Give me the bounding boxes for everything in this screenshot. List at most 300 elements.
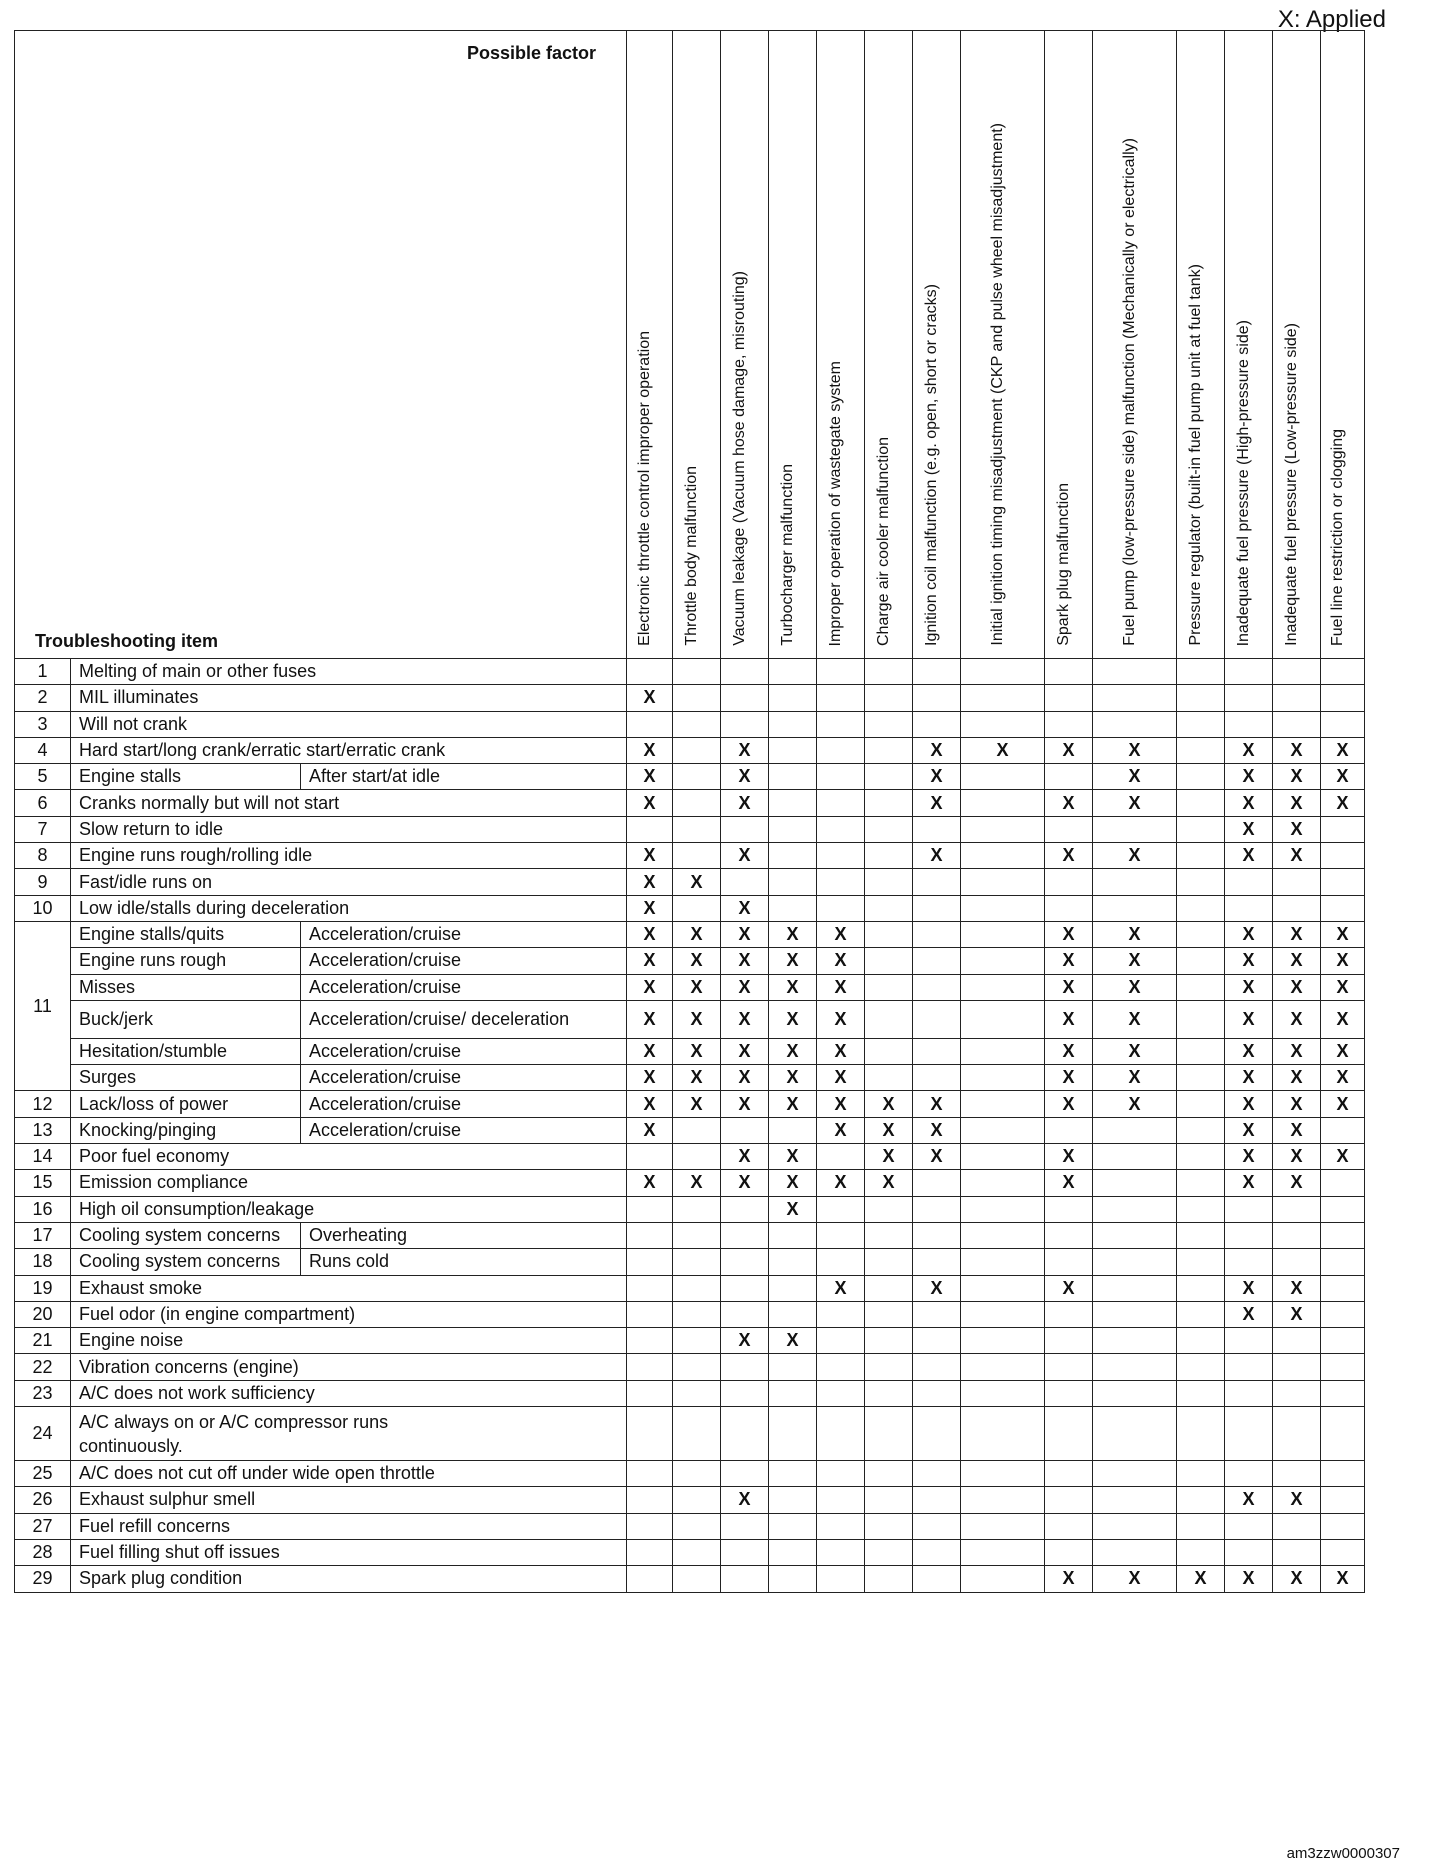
table-row xyxy=(15,1144,1365,1170)
factor-cell xyxy=(1045,869,1093,895)
applied-mark: X xyxy=(690,976,703,997)
applied-mark: X xyxy=(738,1067,751,1088)
factor-cell xyxy=(865,659,913,685)
factor-cell xyxy=(673,1407,721,1461)
applied-mark: X xyxy=(738,1093,751,1114)
factor-cell xyxy=(865,1487,913,1513)
applied-mark: X xyxy=(738,1489,751,1510)
factor-cell xyxy=(1225,1222,1273,1248)
applied-mark: X xyxy=(1290,1489,1303,1510)
applied-mark: X xyxy=(643,1067,656,1088)
factor-cell xyxy=(865,1328,913,1354)
factor-cell xyxy=(1273,1038,1321,1064)
applied-mark: X xyxy=(930,740,943,761)
factor-cell xyxy=(817,790,865,816)
applied-mark: X xyxy=(834,1008,847,1029)
factor-cell xyxy=(1045,1222,1093,1248)
factor-cell xyxy=(769,1407,817,1461)
factor-cell xyxy=(961,1249,1045,1275)
factor-cell xyxy=(1177,1144,1225,1170)
factor-cell xyxy=(1273,1196,1321,1222)
factor-cell xyxy=(1045,1170,1093,1196)
factor-cell xyxy=(1225,1038,1273,1064)
factor-cell xyxy=(721,1275,769,1301)
factor-cell xyxy=(769,1354,817,1380)
factor-header-9 xyxy=(1045,31,1093,659)
factor-cell xyxy=(817,1539,865,1565)
factor-cell xyxy=(961,869,1045,895)
factor-cell xyxy=(1273,1065,1321,1091)
factor-cell xyxy=(1273,869,1321,895)
table-row xyxy=(15,1539,1365,1565)
applied-mark: X xyxy=(643,1008,656,1029)
factor-cell xyxy=(627,1380,673,1406)
factor-cell xyxy=(913,685,961,711)
applied-mark: X xyxy=(1062,1277,1075,1298)
factor-cell xyxy=(817,685,865,711)
factor-cell xyxy=(769,921,817,947)
factor-cell xyxy=(961,1117,1045,1143)
factor-cell xyxy=(1225,1091,1273,1117)
factor-cell xyxy=(1225,1170,1273,1196)
factor-cell xyxy=(1321,1354,1365,1380)
factor-cell xyxy=(1321,1407,1365,1461)
row-number: 22 xyxy=(15,1354,71,1380)
applied-mark: X xyxy=(834,1067,847,1088)
table-row xyxy=(15,1000,1365,1038)
factor-cell xyxy=(627,1539,673,1565)
applied-mark: X xyxy=(1194,1568,1207,1589)
factor-cell xyxy=(1177,1065,1225,1091)
factor-cell xyxy=(913,1539,961,1565)
factor-cell xyxy=(1045,895,1093,921)
condition-cell: After start/at idle xyxy=(301,764,627,790)
factor-cell xyxy=(1177,1487,1225,1513)
factor-cell xyxy=(721,1487,769,1513)
factor-cell xyxy=(913,1461,961,1487)
factor-cell xyxy=(1093,948,1177,974)
factor-cell xyxy=(817,974,865,1000)
troubleshooting-item: MIL illuminates xyxy=(71,685,627,711)
applied-mark: X xyxy=(930,845,943,866)
factor-cell xyxy=(913,1513,961,1539)
factor-cell xyxy=(961,1539,1045,1565)
factor-cell xyxy=(961,1380,1045,1406)
troubleshooting-item: Vibration concerns (engine) xyxy=(71,1354,627,1380)
factor-cell xyxy=(769,869,817,895)
factor-header-10 xyxy=(1093,31,1177,659)
factor-cell xyxy=(627,974,673,1000)
factor-cell xyxy=(673,1222,721,1248)
factor-cell xyxy=(1045,659,1093,685)
factor-cell xyxy=(721,843,769,869)
table-row xyxy=(15,1065,1365,1091)
factor-cell xyxy=(865,816,913,842)
factor-cell xyxy=(913,1249,961,1275)
factor-label: Improper operation of wastegate system xyxy=(826,360,844,646)
factor-cell xyxy=(673,711,721,737)
applied-mark: X xyxy=(643,687,656,708)
table-row xyxy=(15,659,1365,685)
factor-cell xyxy=(1045,948,1093,974)
applied-mark: X xyxy=(786,1008,799,1029)
factor-cell xyxy=(1093,711,1177,737)
factor-cell xyxy=(817,1461,865,1487)
troubleshooting-item: Cranks normally but will not start xyxy=(71,790,627,816)
applied-mark: X xyxy=(1336,1067,1349,1088)
factor-cell xyxy=(1321,974,1365,1000)
factor-cell xyxy=(721,764,769,790)
factor-cell xyxy=(1045,1117,1093,1143)
applied-mark: X xyxy=(882,1172,895,1193)
applied-mark: X xyxy=(786,924,799,945)
factor-cell xyxy=(1321,1065,1365,1091)
factor-cell xyxy=(817,711,865,737)
troubleshooting-item: Engine stalls/quits xyxy=(71,921,301,947)
applied-mark: X xyxy=(834,1093,847,1114)
factor-cell xyxy=(1045,1144,1093,1170)
factor-cell xyxy=(1225,711,1273,737)
factor-cell xyxy=(817,1328,865,1354)
applied-mark: X xyxy=(930,766,943,787)
row-number: 18 xyxy=(15,1249,71,1275)
factor-cell xyxy=(1177,1000,1225,1038)
factor-cell xyxy=(961,1461,1045,1487)
applied-mark: X xyxy=(1336,792,1349,813)
factor-cell xyxy=(721,1461,769,1487)
factor-cell xyxy=(769,1091,817,1117)
factor-cell xyxy=(721,1196,769,1222)
factor-cell xyxy=(721,1000,769,1038)
applied-mark: X xyxy=(1290,845,1303,866)
factor-cell xyxy=(673,1301,721,1327)
factor-cell xyxy=(1093,1222,1177,1248)
factor-header-14 xyxy=(1321,31,1365,659)
factor-cell xyxy=(961,1170,1045,1196)
factor-cell xyxy=(865,869,913,895)
applied-mark: X xyxy=(1062,740,1075,761)
factor-cell xyxy=(1093,1513,1177,1539)
applied-mark: X xyxy=(1128,924,1141,945)
factor-cell xyxy=(769,1222,817,1248)
applied-mark: X xyxy=(1336,740,1349,761)
factor-cell xyxy=(1273,1539,1321,1565)
factor-cell xyxy=(769,790,817,816)
applied-mark: X xyxy=(1336,766,1349,787)
applied-mark: X xyxy=(786,1198,799,1219)
factor-cell xyxy=(1225,843,1273,869)
applied-mark: X xyxy=(1290,950,1303,971)
applied-mark: X xyxy=(1128,766,1141,787)
factor-cell xyxy=(769,816,817,842)
possible-factor-heading: Possible factor xyxy=(466,43,597,63)
factor-cell xyxy=(769,1065,817,1091)
factor-cell xyxy=(1045,685,1093,711)
applied-mark: X xyxy=(738,766,751,787)
factor-cell xyxy=(817,1000,865,1038)
applied-mark: X xyxy=(786,1093,799,1114)
factor-cell xyxy=(627,1566,673,1592)
condition-cell: Acceleration/cruise xyxy=(301,948,627,974)
row-number: 14 xyxy=(15,1144,71,1170)
factor-cell xyxy=(913,1380,961,1406)
row-number: 2 xyxy=(15,685,71,711)
factor-cell xyxy=(913,921,961,947)
troubleshooting-item: Emission compliance xyxy=(71,1170,627,1196)
applied-mark: X xyxy=(738,792,751,813)
factor-cell xyxy=(865,1222,913,1248)
factor-cell xyxy=(865,711,913,737)
factor-cell xyxy=(721,1038,769,1064)
factor-cell xyxy=(1093,1249,1177,1275)
factor-cell xyxy=(1225,1539,1273,1565)
factor-label: Turbocharger malfunction xyxy=(778,464,796,646)
applied-mark: X xyxy=(1242,950,1255,971)
factor-cell xyxy=(1177,685,1225,711)
troubleshooting-item: Hesitation/stumble xyxy=(71,1038,301,1064)
troubleshooting-item: Cooling system concerns xyxy=(71,1222,301,1248)
factor-cell xyxy=(817,1566,865,1592)
factor-header-13 xyxy=(1273,31,1321,659)
troubleshooting-item: Buck/jerk xyxy=(71,1000,301,1038)
factor-header-8 xyxy=(961,31,1045,659)
applied-mark: X xyxy=(882,1093,895,1114)
factor-cell xyxy=(913,711,961,737)
factor-cell xyxy=(673,737,721,763)
applied-mark: X xyxy=(643,1172,656,1193)
factor-cell xyxy=(865,1301,913,1327)
factor-cell xyxy=(961,1196,1045,1222)
condition-cell: Acceleration/cruise xyxy=(301,1117,627,1143)
factor-label: Electronic throttle control improper operation xyxy=(635,331,653,646)
factor-cell xyxy=(1093,1487,1177,1513)
factor-cell xyxy=(1093,843,1177,869)
factor-cell xyxy=(1045,1354,1093,1380)
factor-cell xyxy=(961,974,1045,1000)
applied-mark: X xyxy=(1242,766,1255,787)
factor-cell xyxy=(721,1065,769,1091)
applied-mark: X xyxy=(738,950,751,971)
factor-cell xyxy=(627,895,673,921)
factor-cell xyxy=(721,895,769,921)
factor-cell xyxy=(721,1117,769,1143)
factor-cell xyxy=(1273,711,1321,737)
row-number: 15 xyxy=(15,1170,71,1196)
factor-cell xyxy=(721,1144,769,1170)
factor-cell xyxy=(721,1354,769,1380)
troubleshooting-item: Fuel refill concerns xyxy=(71,1513,627,1539)
applied-mark: X xyxy=(1242,818,1255,839)
factor-cell xyxy=(721,1407,769,1461)
applied-mark: X xyxy=(643,976,656,997)
factor-cell xyxy=(1177,659,1225,685)
factor-cell xyxy=(673,1144,721,1170)
factor-cell xyxy=(673,1000,721,1038)
table-row xyxy=(15,1328,1365,1354)
row-number: 26 xyxy=(15,1487,71,1513)
applied-mark: X xyxy=(1062,1146,1075,1167)
factor-cell xyxy=(1273,1328,1321,1354)
row-number: 25 xyxy=(15,1461,71,1487)
factor-cell xyxy=(627,1222,673,1248)
factor-cell xyxy=(1177,1328,1225,1354)
factor-cell xyxy=(769,1328,817,1354)
factor-cell xyxy=(1321,1249,1365,1275)
applied-mark: X xyxy=(1290,1119,1303,1140)
factor-cell xyxy=(865,948,913,974)
applied-mark: X xyxy=(1242,1119,1255,1140)
factor-cell xyxy=(961,1513,1045,1539)
table-row xyxy=(15,1566,1365,1592)
factor-cell xyxy=(627,737,673,763)
factor-cell xyxy=(1177,1170,1225,1196)
table-row xyxy=(15,816,1365,842)
applied-mark: X xyxy=(690,950,703,971)
applied-mark: X xyxy=(882,1119,895,1140)
factor-cell xyxy=(1045,737,1093,763)
factor-cell xyxy=(1273,895,1321,921)
factor-cell xyxy=(1177,1038,1225,1064)
factor-cell xyxy=(1321,921,1365,947)
factor-cell xyxy=(1045,1301,1093,1327)
factor-cell xyxy=(627,764,673,790)
factor-cell xyxy=(1321,1196,1365,1222)
troubleshooting-item: Exhaust sulphur smell xyxy=(71,1487,627,1513)
applied-mark: X xyxy=(1128,792,1141,813)
factor-cell xyxy=(1177,816,1225,842)
row-number: 24 xyxy=(15,1407,71,1461)
applied-mark: X xyxy=(690,871,703,892)
factor-cell xyxy=(865,1539,913,1565)
applied-mark: X xyxy=(1062,792,1075,813)
factor-cell xyxy=(865,1407,913,1461)
row-number: 5 xyxy=(15,764,71,790)
table-row xyxy=(15,1513,1365,1539)
table-row xyxy=(15,974,1365,1000)
factor-cell xyxy=(673,843,721,869)
table-row xyxy=(15,1380,1365,1406)
factor-cell xyxy=(1093,816,1177,842)
factor-cell xyxy=(721,948,769,974)
factor-cell xyxy=(865,1461,913,1487)
factor-cell xyxy=(1045,1539,1093,1565)
factor-cell xyxy=(1093,895,1177,921)
factor-cell xyxy=(817,895,865,921)
factor-cell xyxy=(1045,921,1093,947)
factor-cell xyxy=(913,659,961,685)
factor-cell xyxy=(1093,659,1177,685)
factor-cell xyxy=(865,895,913,921)
applied-mark: X xyxy=(738,1172,751,1193)
factor-cell xyxy=(1321,1117,1365,1143)
factor-cell xyxy=(1045,1000,1093,1038)
factor-cell xyxy=(1093,1144,1177,1170)
factor-cell xyxy=(961,1038,1045,1064)
applied-mark: X xyxy=(738,1146,751,1167)
factor-cell xyxy=(721,711,769,737)
applied-mark: X xyxy=(1062,1067,1075,1088)
table-row xyxy=(15,948,1365,974)
applied-mark: X xyxy=(930,1093,943,1114)
factor-cell xyxy=(817,764,865,790)
factor-cell xyxy=(1225,764,1273,790)
table-row xyxy=(15,1117,1365,1143)
factor-cell xyxy=(673,1354,721,1380)
factor-cell xyxy=(1225,1407,1273,1461)
applied-mark: X xyxy=(643,740,656,761)
applied-mark: X xyxy=(738,1041,751,1061)
factor-cell xyxy=(865,921,913,947)
condition-cell: Acceleration/cruise xyxy=(301,1038,627,1064)
factor-cell xyxy=(1093,1380,1177,1406)
factor-cell xyxy=(913,1328,961,1354)
factor-cell xyxy=(961,764,1045,790)
applied-mark: X xyxy=(1242,1067,1255,1088)
factor-cell xyxy=(913,1407,961,1461)
factor-cell xyxy=(1177,790,1225,816)
table-row xyxy=(15,1275,1365,1301)
table-row xyxy=(15,1407,1365,1461)
troubleshooting-item: Cooling system concerns xyxy=(71,1249,301,1275)
factor-cell xyxy=(1321,895,1365,921)
applied-mark: X xyxy=(1242,1093,1255,1114)
factor-cell xyxy=(961,790,1045,816)
factor-cell xyxy=(1093,1328,1177,1354)
factor-cell xyxy=(673,1461,721,1487)
applied-mark: X xyxy=(1128,1067,1141,1088)
factor-cell xyxy=(1225,869,1273,895)
factor-cell xyxy=(961,843,1045,869)
troubleshooting-item: Engine noise xyxy=(71,1328,627,1354)
applied-mark: X xyxy=(690,1093,703,1114)
factor-cell xyxy=(817,1301,865,1327)
factor-cell xyxy=(1093,1354,1177,1380)
applied-mark: X xyxy=(1242,792,1255,813)
row-number: 27 xyxy=(15,1513,71,1539)
applied-mark: X xyxy=(1290,1568,1303,1589)
table-row xyxy=(15,1487,1365,1513)
factor-cell xyxy=(627,685,673,711)
applied-mark: X xyxy=(1128,1093,1141,1114)
row-number: 23 xyxy=(15,1380,71,1406)
factor-cell xyxy=(1093,1065,1177,1091)
troubleshooting-item: Low idle/stalls during deceleration xyxy=(71,895,627,921)
factor-cell xyxy=(673,948,721,974)
factor-cell xyxy=(1273,737,1321,763)
factor-cell xyxy=(865,1091,913,1117)
factor-cell xyxy=(865,1196,913,1222)
factor-cell xyxy=(1225,974,1273,1000)
applied-mark: X xyxy=(690,1008,703,1029)
factor-cell xyxy=(1321,1091,1365,1117)
factor-cell xyxy=(673,1513,721,1539)
factor-cell xyxy=(1177,1380,1225,1406)
factor-cell xyxy=(1225,948,1273,974)
factor-cell xyxy=(721,1091,769,1117)
troubleshooting-item: Hard start/long crank/erratic start/erratic crank xyxy=(71,737,627,763)
factor-cell xyxy=(913,948,961,974)
row-number: 20 xyxy=(15,1301,71,1327)
applied-mark: X xyxy=(834,1119,847,1140)
factor-cell xyxy=(1321,764,1365,790)
factor-cell xyxy=(1045,1038,1093,1064)
applied-mark: X xyxy=(1336,950,1349,971)
factor-label: Inadequate fuel pressure (High-pressure side) xyxy=(1234,319,1252,646)
applied-mark: X xyxy=(690,1041,703,1061)
condition-cell: Acceleration/cruise xyxy=(301,1065,627,1091)
factor-label: Pressure regulator (built-in fuel pump unit at fuel tank) xyxy=(1186,264,1204,646)
factor-cell xyxy=(1177,974,1225,1000)
